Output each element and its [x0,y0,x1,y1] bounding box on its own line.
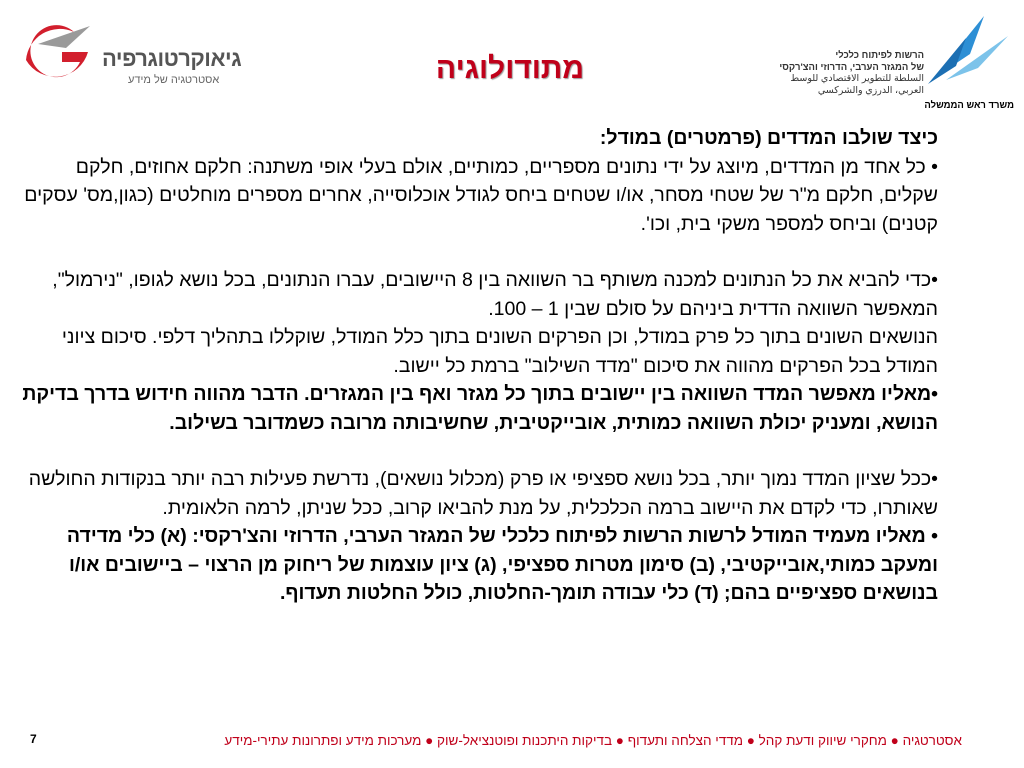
bullet-low-score: •ככל שציון המדד נמוך יותר, בכל נושא ספציפי או פרק (מכלול נושאים), נדרשת פעילות רבה יותר בנקודות החולשה שאותרו, כדי לקדם את היישוב ברמה הכלכלית, על מנת להביאו קרוב, ככל שניתן, לרמה הלאומית. [28,468,938,519]
page-title: מתודולוגיה [435,52,585,85]
authority-line-3: السلطة للتطوير الاقتصادي للوسط [790,73,924,84]
bullet-model-tools: • מאליו מעמיד המודל לרשות הרשות לפיתוח כלכלי של המגזר הערבי, הדרוזי והצ'רקסי: (א) כלי מדידה ומעקב כמותי,אובייקטיבי, (ב) סימון מטרות ספציפי, (ג) ציון עוצמות של ריחוק מן הרצוי – ביישובים או/ו בנושאים ספציפיים בהם; (ד) כלי עבודה תומך-החלטות, כולל החלטות תעדוף. [66,525,938,604]
geocartography-tagline: אסטרטגיה של מידע [128,74,220,86]
economic-authority-logo [756,8,1014,118]
authority-line-1: הרשות לפיתוח כלכלי [835,50,924,61]
prime-minister-office: משרד ראש הממשלה [924,100,1014,111]
paragraph-weighting: הנושאים השונים בתוך כל פרק במודל, וכן הפרקים השונים בתוך כלל המודל, שוקללו בתהליך דלפי. סיכום ציוני המודל בכל הפרקים מהווה את סיכום "מדד השילוב" ברמת כל יישוב. [61,326,938,377]
bullet-indices-data: • כל אחד מן המדדים, מיוצג על ידי נתונים מספריים, כמותיים, אולם בעלי אופי משתנה: חלקם אחוזים, חלקם שקלים, חלקם מ"ר של שטחי מסחר, או/ו שטחים ביחס לגודל אוכלוסייה, אחרים מספרים מוחלטים (כגון,מס' עסקים קטנים) וביחס למספר משקי בית, וכו'. [24,155,938,235]
page-number: 7 [30,732,37,746]
authority-line-4: العربي، الدرزي والشركسي [817,84,924,96]
geocartography-logo [18,22,242,86]
section-heading: כיצד שולבו המדדים (פרמטרים) במודל: [599,127,938,149]
bullet-normalization: •כדי להביא את כל הנתונים למכנה משותף בר השוואה בין 8 היישובים, עברו הנתונים, בכל נושא לגופו, "נירמול", המאפשר השוואה הדדית ביניהם על סולם שבין 1 – 100. [52,269,938,320]
bullet-comparison: •מאליו מאפשר המדד השוואה בין יישובים בתוך כל מגזר ואף בין המגזרים. הדבר מהווה חידוש בדרך בדיקת הנושא, ומעניק יכולת השוואה כמותית, אובייקטיבית, שחשיבותה מרובה כשמדובר בשילוב. [22,383,938,434]
authority-name [754,50,924,96]
authority-line-2: של המגזר הערבי, הדרוזי והצ'רקסי [779,61,924,73]
geocartography-name: גיאוקרטוגרפיה [102,46,242,71]
footer-services: אסטרטגיה ● מחקרי שיווק ודעת קהל ● מדדי הצלחה ותעדוף ● בדיקות היתכנות ופוטנציאל-שוק ● מערכות מידע ופתרונות עתירי-מידע [224,733,962,748]
geocartography-emblem-icon [18,22,98,84]
methodology-text [22,124,938,608]
